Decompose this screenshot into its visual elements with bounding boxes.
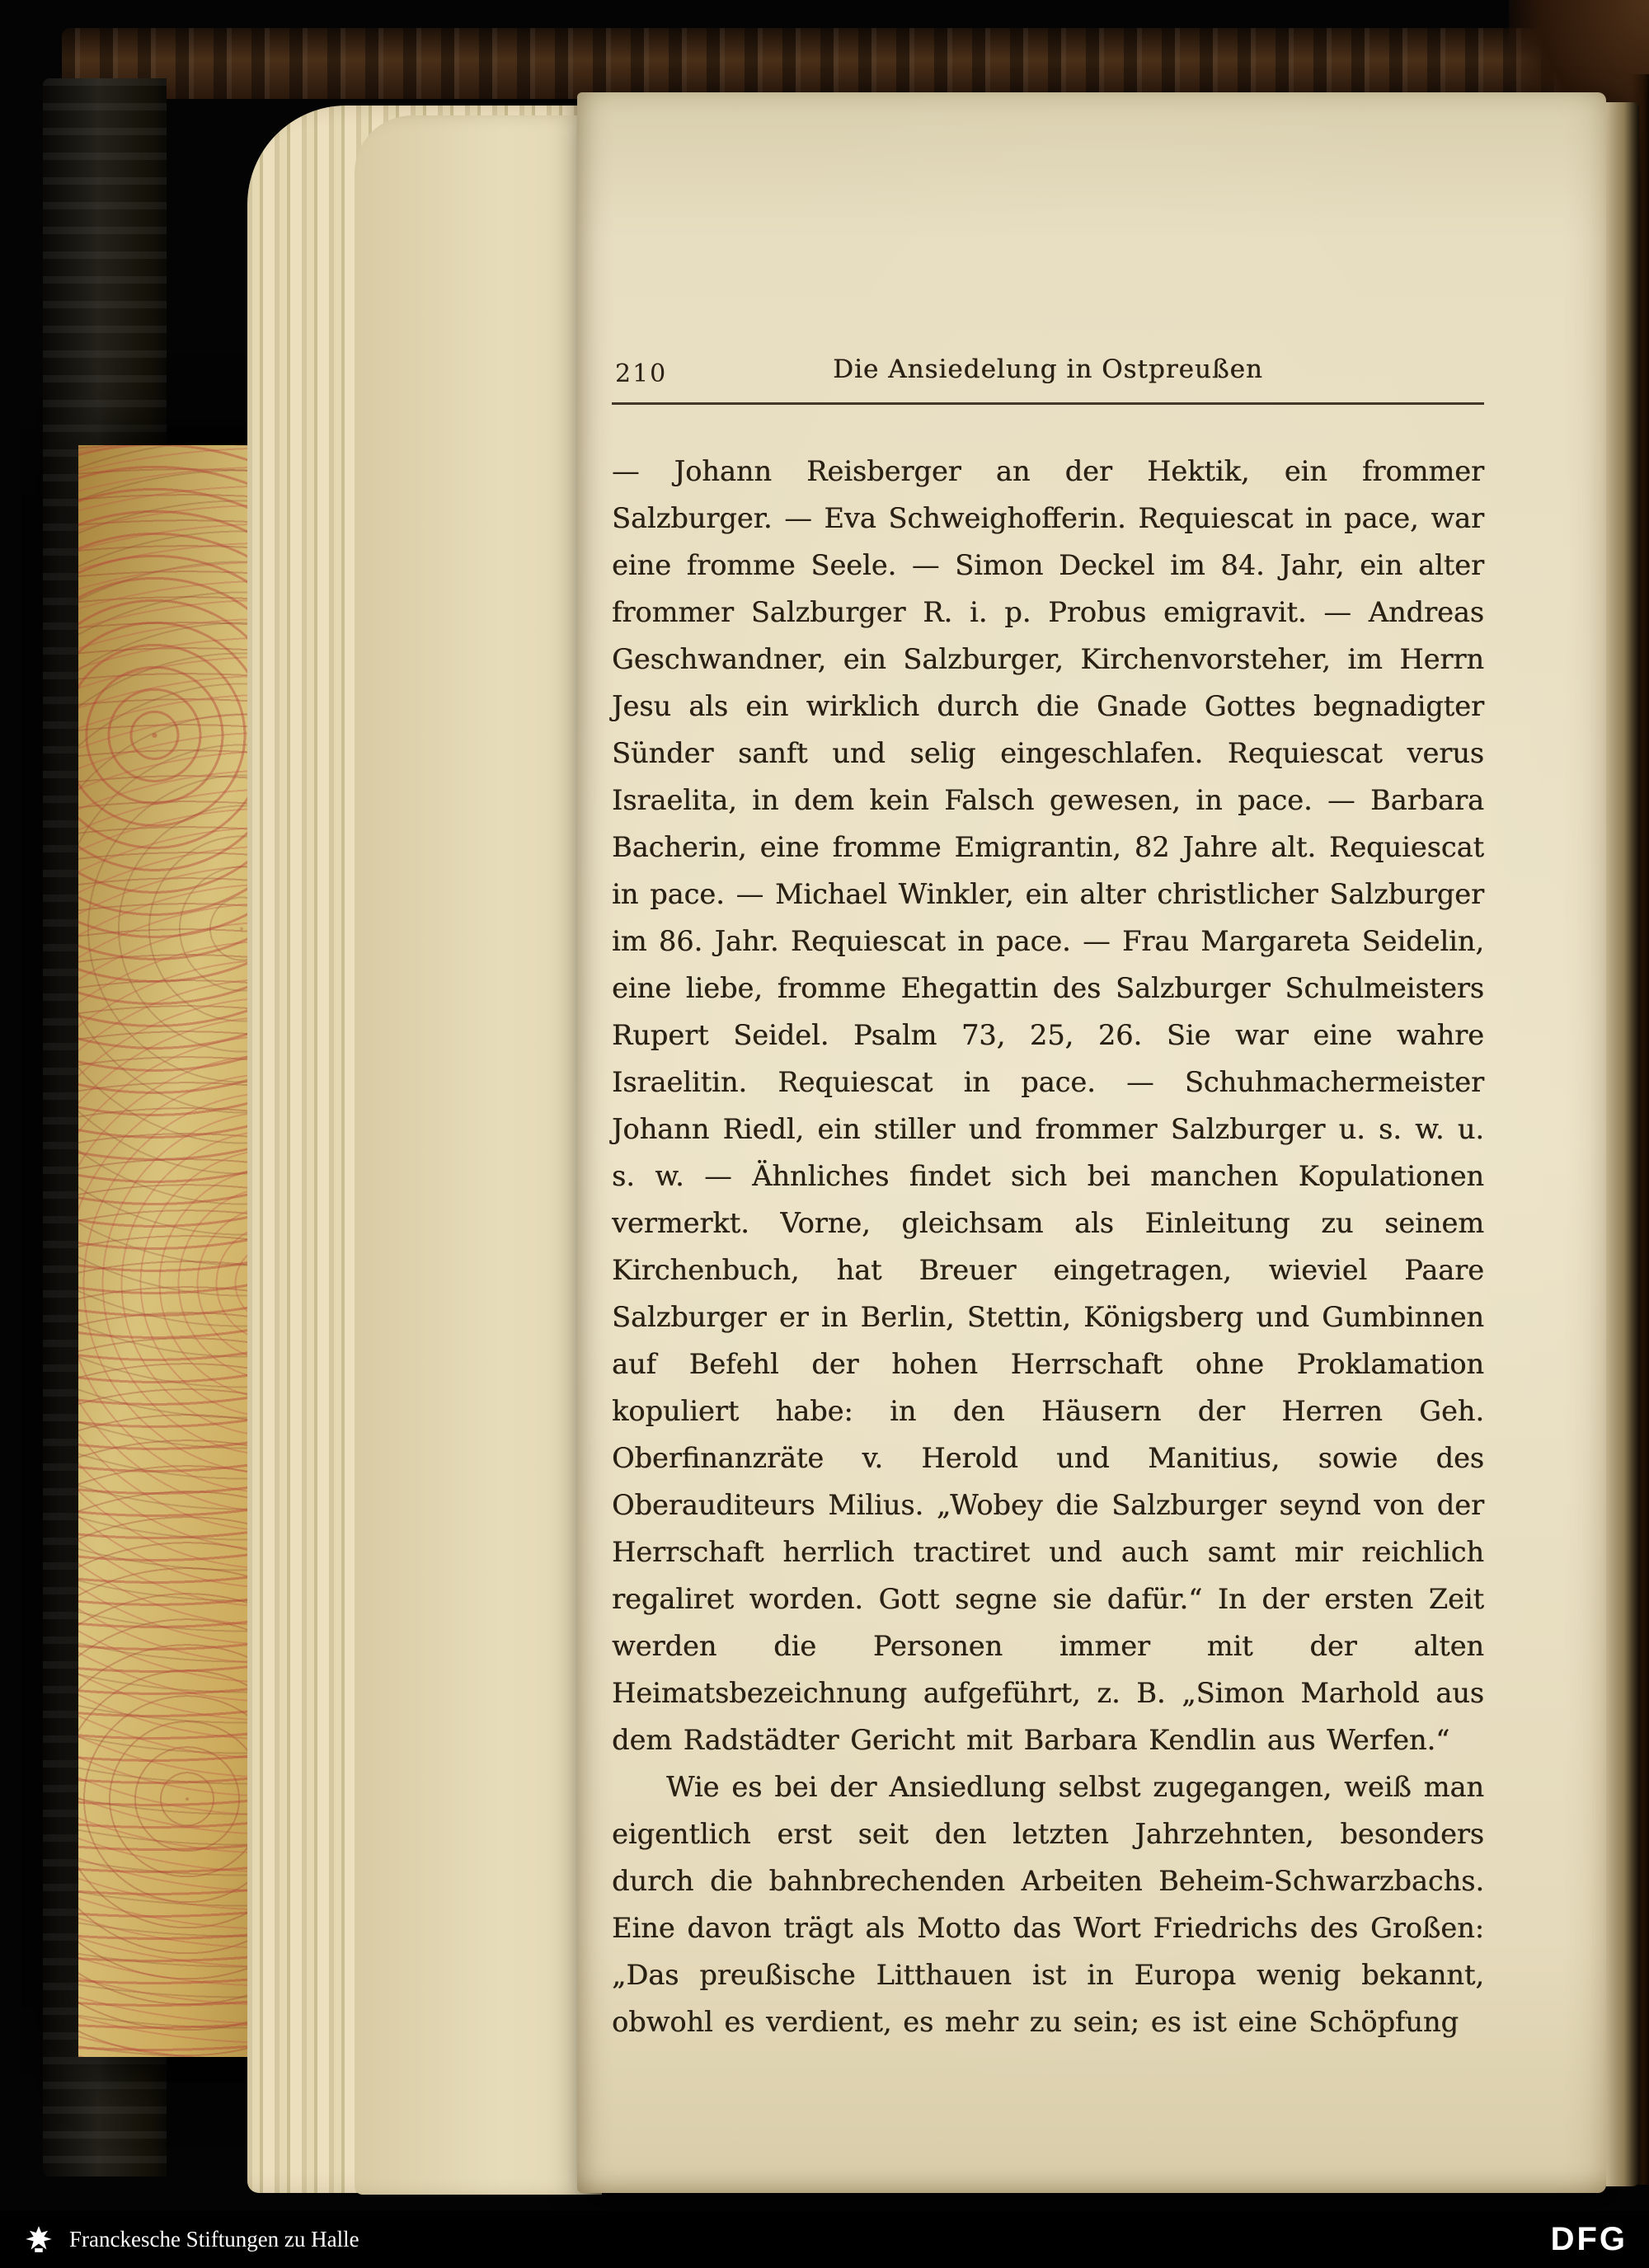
header-rule	[612, 402, 1484, 405]
underlying-page-edge	[355, 115, 602, 2195]
footer-institution	[21, 2222, 359, 2256]
page-number: 210	[615, 359, 668, 388]
franckesche-stiftungen-emblem-icon	[21, 2222, 56, 2256]
running-header-title: Die Ansiedelung in Ostpreußen	[833, 355, 1263, 384]
running-header	[612, 355, 1484, 394]
book-page	[577, 92, 1606, 2193]
body-paragraph: — Johann Reisberger an der Hektik, ein frommer Salzburger. — Eva Schweighofferin. Requiescat in pace, war eine fromme Seele. — Simon Deckel im 84. Jahr, ein alter frommer Salzburger R. i. p. Probus emigravit. — Andreas Geschwandner, ein Salzburger, Kirchenvorsteher, im Herrn Jesu als ein wirklich durch die Gnade Gottes begnadigter Sünder sanft und selig eingeschlafen. Requiescat verus Israelita, in dem kein Falsch gewesen, in pace. — Barbara Bacherin, eine fromme Emigrantin, 82 Jahre alt. Requiescat in pace. — Michael Winkler, ein alter christlicher Salzburger im 86. Jahr. Requiescat in pace. — Frau Margareta Seidelin, eine liebe, fromme Ehegattin des Salzburger Schulmeisters Rupert Seidel. Psalm 73, 25, 26. Sie war eine wahre Israelitin. Requiescat in pace. — Schuhmachermeister Johann Riedl, ein stiller und frommer Salzburger u. s. w. u. s. w. — Ähnliches findet sich bei manchen Kopulationen vermerkt. Vorne, gleichsam als Einleitung zu seinem Kirchenbuch, hat Breuer eingetragen, wieviel Paare Salzburger er in Berlin, Stettin, Königsberg und Gumbinnen auf Befehl der hohen Herrschaft ohne Proklamation kopuliert habe: in den Häusern der Herren Geh. Oberfinanzräte v. Herold und Manitius, sowie des Oberauditeurs Milius. „Wobey die Salzburger seynd von der Herrschaft herrlich tractiret und auch samt mir reichlich regaliret worden. Gott segne sie dafür.“ In der ersten Zeit werden die Personen immer mit der alten Heimatsbezeichnung aufgeführt, z. B. „Simon Marhold aus dem Radstädter Gericht mit Barbara Kendlin aus Werfen.“	[612, 455, 1484, 1756]
footer-institution-label: Franckesche Stiftungen zu Halle	[69, 2226, 359, 2252]
page-fore-edge	[1606, 102, 1639, 2186]
footer-bar	[0, 2210, 1649, 2268]
text-block	[612, 355, 1484, 2045]
body-paragraph: Wie es bei der Ansiedlung selbst zugegangen, weiß man eigentlich erst seit den letzten Jahrzehnten, besonders durch die bahnbrechenden Arbeiten Beheim-Schwarzbachs. Eine davon trägt als Motto das Wort Friedrichs des Großen: „Das preußische Litthauen ist in Europa wenig bekannt, obwohl es verdient, es mehr zu sein; es ist eine Schöpfung	[612, 1771, 1484, 2038]
book-top-edge	[62, 28, 1641, 99]
dfg-logo: DFG	[1550, 2220, 1628, 2257]
